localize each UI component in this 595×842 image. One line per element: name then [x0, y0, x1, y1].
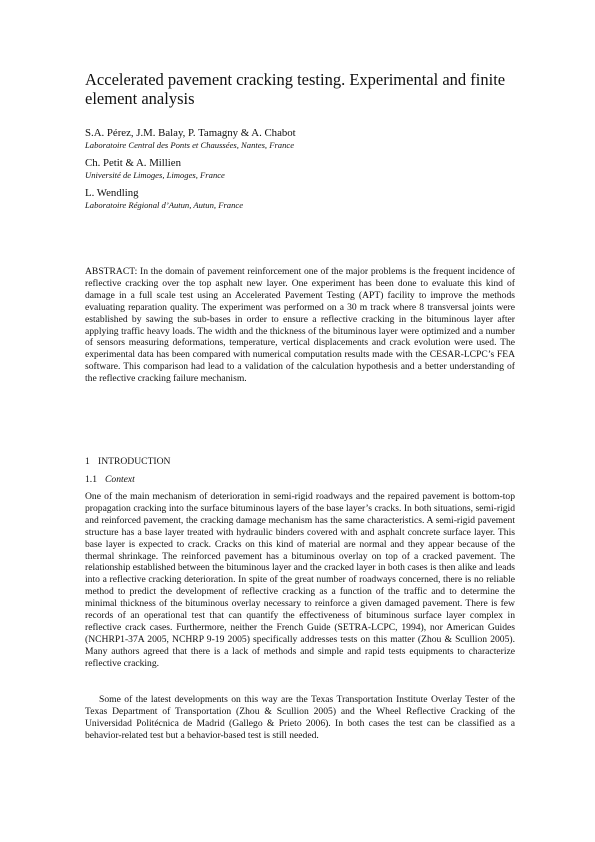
subsection-title: Context [105, 474, 135, 485]
abstract: ABSTRACT: In the domain of pavement reinforcement one of the major problems is the frequent incidence of reflective cracking over the top asphalt new layer. One experiment has been done to evaluate this kind of damage in a full scale test using an Accelerated Pavement Testing (APT) facility to improve the methods evaluating reparation quality. The experiment was performed on a 30 m track where 8 transversal joints were established by sawing the sub-bases in order to ensure a reflective cracking in the bituminous layer after applying traffic heavy loads. The width and the thickness of the bituminous layer were optimized and a number of sensors measuring deformations, temperature, vertical displacements and crack evolution were used. The experimental data has been compared with numerical computation results made with the CESAR-LCPC’s FEA software. This comparison had lead to a validation of the calculation hypothesis and a better understanding of the reflective cracking failure mechanism. [85, 266, 515, 385]
author-line: L. Wendling [85, 187, 139, 199]
paper-title: Accelerated pavement cracking testing. Experimental and finite element analysis [85, 70, 506, 108]
author-affiliation: Université de Limoges, Limoges, France [85, 170, 225, 180]
subsection-number: 1.1 [85, 474, 97, 485]
body-paragraph: Some of the latest developments on this way are the Texas Transportation Institute Overlay Tester of the Texas Department of Transportation (Zhou & Scullion 2005) and the Wheel Reflective Cracking of the Universidad Politécnica de Madrid (Gallego & Prieto 2006). In both cases the test can be classified as a behavior-related test but a behavior-based test is still needed. [85, 694, 515, 741]
section-number: 1 [85, 456, 90, 467]
subsection-heading [85, 474, 135, 486]
author-affiliation: Laboratoire Régional d’Autun, Autun, France [85, 200, 244, 210]
body-paragraph: One of the main mechanism of deterioration in semi-rigid roadways and the repaired pavement is bottom-top propagation cracking into the surface bituminous layers of the base layer’s cracks. In both situations, semi-rigid and reinforced pavement, the cracking damage mechanism has the same characteristics. A semi-rigid pavement structure has a base layer treated with hydraulic binders covered with and asphalt concrete surface layer. This base layer is expected to crack. Cracks on this kind of material are normal and they appear because of the thermal shrinkage. The reinforced pavement has a bituminous overlay on top of a cracked pavement. The relationship established between the bituminous layer and the cracked layer in both cases is then alike and leads into a reflective cracking deterioration. In spite of the great number of roadways concerned, there is no reliable method to predict the development of reflective cracking as a function of the traffic and to determine the minimal thickness of the bituminous overlay necessary to reinforce a given damaged pavement. There is few records of an operational test that can quantify the effectiveness of bituminous surface layer complex in reflective crack cases. Furthermore, neither the French Guide (SETRA-LCPC, 1994), nor American Guides (NCHRP1-37A 2005, NCHRP 9-19 2005) specifically addresses tests on this matter (Zhou & Scullion 2005). Many authors agreed that there is a lack of methods and simple and rapid tests equipments to characterize reflective cracking. [85, 491, 515, 669]
section-heading [85, 456, 170, 468]
author-line: S.A. Pérez, J.M. Balay, P. Tamagny & A. Chabot [85, 127, 296, 139]
section-title: INTRODUCTION [98, 456, 171, 467]
author-line: Ch. Petit & A. Millien [85, 157, 181, 169]
author-affiliation: Laboratoire Central des Ponts et Chaussées, Nantes, France [85, 140, 295, 150]
